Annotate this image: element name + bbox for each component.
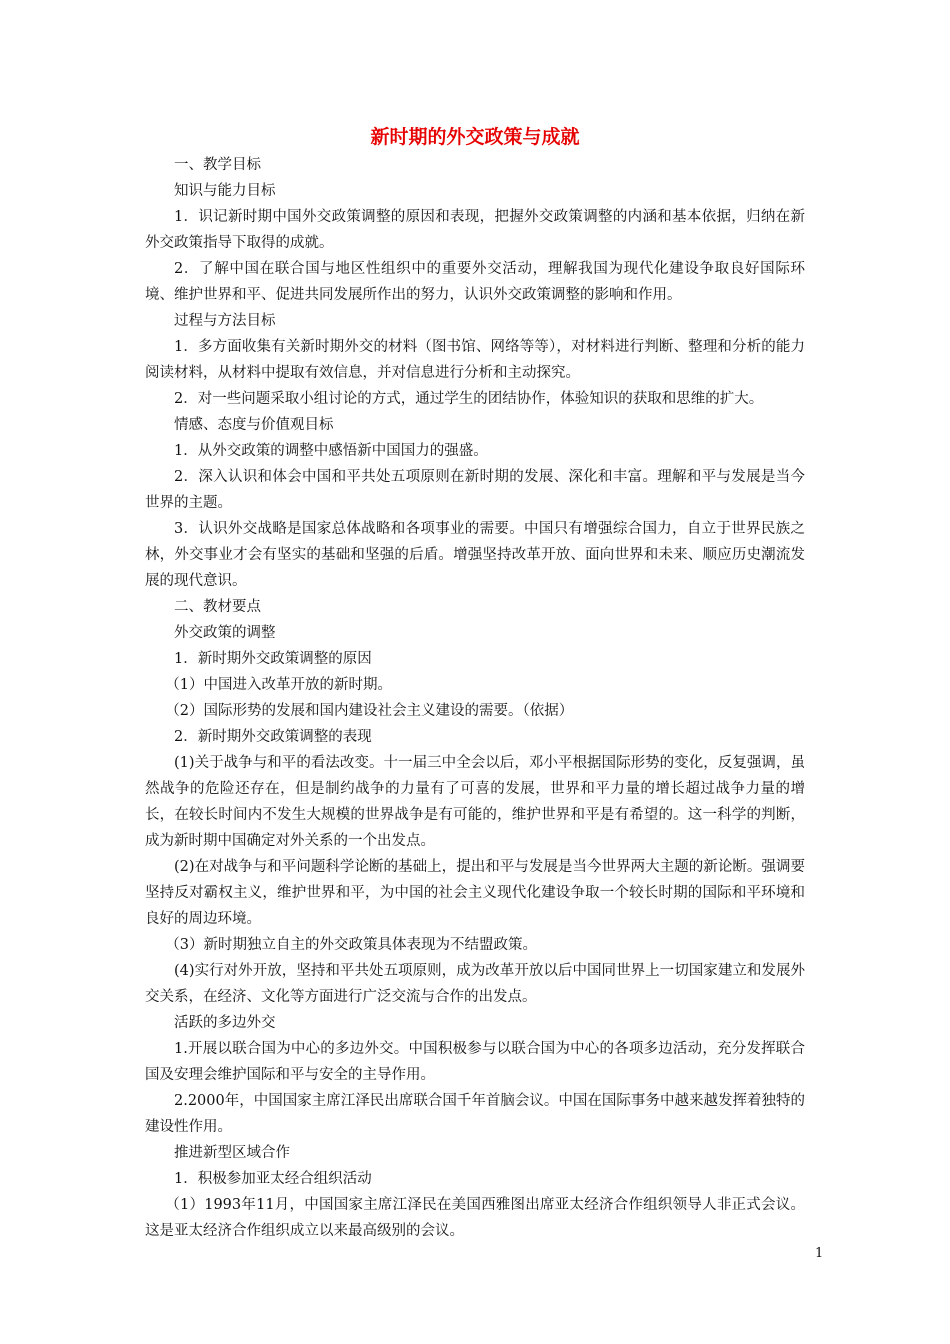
- paragraph: （1）中国进入改革开放的新时期。: [165, 677, 393, 693]
- paragraph: 3．认识外交战略是国家总体战略和各项事业的需要。中国只有增强综合国力，自立于世界民族之林，外交事业才会有坚实的基础和坚强的后盾。增强坚持改革开放、面向世界和未来、顺应历史潮流发展的现代意识。: [145, 521, 805, 589]
- paragraph: （1）1993年11月，中国国家主席江泽民在美国西雅图出席亚太经济合作组织领导人非正式会议。这是亚太经济合作组织成立以来最高级别的会议。: [145, 1197, 805, 1239]
- paragraph: 1．从外交政策的调整中感悟新中国国力的强盛。: [174, 443, 488, 459]
- paragraph: (1)关于战争与和平的看法改变。十一届三中全会以后，邓小平根据国际形势的变化，反复强调，虽然战争的危险还存在，但是制约战争的力量有了可喜的发展，世界和平力量的增长超过战争力量的增长，在较长时间内不发生大规模的世界战争是有可能的，维护世界和平是有希望的。这一科学的判断，成为新时期中国确定对外关系的一个出发点。: [145, 755, 805, 849]
- paragraph: （3）新时期独立自主的外交政策具体表现为不结盟政策。: [165, 937, 538, 953]
- subheading-multilateral-diplomacy: 活跃的多边外交: [174, 1015, 276, 1031]
- paragraph: 1．新时期外交政策调整的原因: [174, 651, 372, 667]
- subheading-process-goals: 过程与方法目标: [174, 313, 276, 329]
- heading-teaching-goals: 一、教学目标: [174, 157, 261, 173]
- paragraph: （2）国际形势的发展和国内建设社会主义建设的需要。（依据）: [165, 703, 574, 719]
- document-title: 新时期的外交政策与成就: [370, 126, 580, 148]
- paragraph: (4)实行对外开放，坚持和平共处五项原则，成为改革开放以后中国同世界上一切国家建立和发展外交关系，在经济、文化等方面进行广泛交流与合作的出发点。: [145, 963, 805, 1005]
- paragraph: 2．了解中国在联合国与地区性组织中的重要外交活动，理解我国为现代化建设争取良好国际环境、维护世界和平、促进共同发展所作出的努力，认识外交政策调整的影响和作用。: [145, 261, 805, 303]
- document-page: [145, 124, 805, 1244]
- subheading-policy-adjustment: 外交政策的调整: [174, 625, 276, 641]
- subheading-values-goals: 情感、态度与价值观目标: [174, 417, 334, 433]
- paragraph: 1．积极参加亚太经合组织活动: [174, 1171, 372, 1187]
- subheading-knowledge-goals: 知识与能力目标: [174, 183, 276, 199]
- subheading-regional-cooperation: 推进新型区域合作: [174, 1145, 290, 1161]
- paragraph: 2．对一些问题采取小组讨论的方式，通过学生的团结协作，体验知识的获取和思维的扩大。: [174, 391, 764, 407]
- paragraph: 2.2000年，中国国家主席江泽民出席联合国千年首脑会议。中国在国际事务中越来越发挥着独特的建设性作用。: [145, 1093, 805, 1135]
- heading-key-points: 二、教材要点: [174, 599, 261, 615]
- paragraph: 2．深入认识和体会中国和平共处五项原则在新时期的发展、深化和丰富。理解和平与发展是当今世界的主题。: [145, 469, 805, 511]
- paragraph: 1.开展以联合国为中心的多边外交。中国积极参与以联合国为中心的各项多边活动，充分发挥联合国及安理会维护国际和平与安全的主导作用。: [145, 1041, 805, 1083]
- paragraph: 1．识记新时期中国外交政策调整的原因和表现，把握外交政策调整的内涵和基本依据，归纳在新外交政策指导下取得的成就。: [145, 209, 805, 251]
- page-number: 1: [815, 1246, 824, 1261]
- paragraph: 2．新时期外交政策调整的表现: [174, 729, 372, 745]
- paragraph: 1．多方面收集有关新时期外交的材料（图书馆、网络等等），对材料进行判断、整理和分析的能力阅读材料，从材料中提取有效信息，并对信息进行分析和主动探究。: [145, 339, 805, 381]
- paragraph: (2)在对战争与和平问题科学论断的基础上，提出和平与发展是当今世界两大主题的新论断。强调要坚持反对霸权主义，维护世界和平，为中国的社会主义现代化建设争取一个较长时期的国际和平环境和良好的周边环境。: [145, 859, 805, 927]
